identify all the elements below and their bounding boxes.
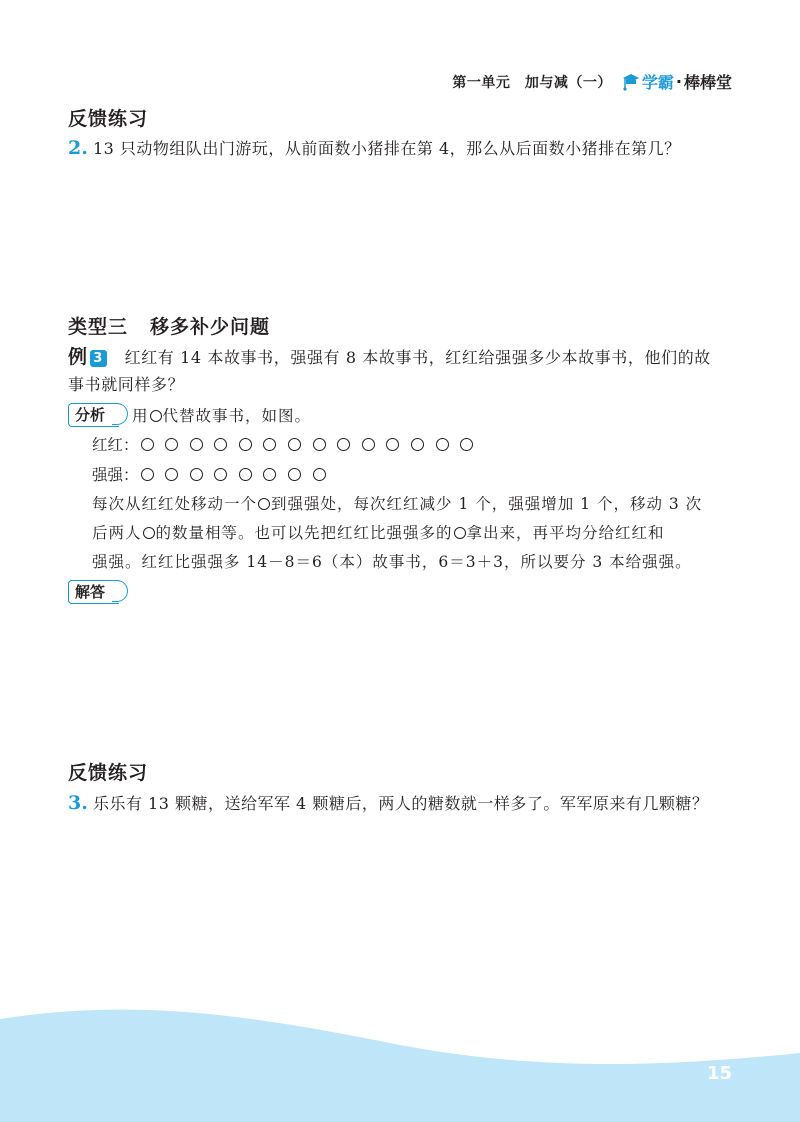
analysis-intro-a: 用 bbox=[132, 407, 149, 425]
book-circle bbox=[141, 438, 154, 451]
question-3 bbox=[68, 791, 708, 814]
book-circle bbox=[141, 468, 154, 481]
book-circle bbox=[436, 438, 449, 451]
type-label: 类型三 bbox=[68, 316, 129, 338]
footer-wave bbox=[0, 997, 800, 1122]
question-number: 3. bbox=[68, 792, 88, 814]
book-circle bbox=[239, 438, 252, 451]
book-circle bbox=[460, 438, 473, 451]
running-header bbox=[452, 70, 732, 93]
book-circle bbox=[362, 438, 375, 451]
honghong-label: 红红： bbox=[92, 436, 139, 454]
question-text: 乐乐有 13 颗糖，送给军军 4 颗糖后，两人的糖数就一样多了。军军原来有几颗糖？ bbox=[92, 794, 709, 813]
book-circle bbox=[411, 438, 424, 451]
type-title: 移多补少问题 bbox=[150, 316, 271, 338]
circle-icon bbox=[258, 498, 270, 510]
book-circle bbox=[239, 468, 252, 481]
analysis-paragraph-2 bbox=[92, 521, 665, 543]
qiangqiang-circles bbox=[141, 468, 326, 481]
feedback-heading-2: 反馈练习 bbox=[68, 762, 149, 784]
example-label: 例 bbox=[68, 346, 88, 368]
honghong-row bbox=[92, 433, 473, 455]
answer-tag: 解答 bbox=[68, 580, 119, 604]
brand-xueba: 学霸 bbox=[641, 73, 674, 92]
page-number: 15 bbox=[706, 1063, 732, 1084]
feedback-heading-1: 反馈练习 bbox=[68, 108, 149, 130]
book-circle bbox=[165, 468, 178, 481]
book-circle bbox=[214, 468, 227, 481]
analysis-paragraph-1 bbox=[92, 492, 702, 514]
graduation-cap-icon bbox=[622, 72, 640, 92]
example-text-1: 红红有 14 本故事书，强强有 8 本故事书，红红给强强多少本故事书，他们的故 bbox=[124, 348, 711, 367]
example-badge: 3 bbox=[90, 350, 107, 367]
circle-icon bbox=[150, 410, 162, 422]
analysis-p1-a: 每次从红红处移动一个 bbox=[92, 495, 258, 513]
analysis-paragraph-3: 强强。红红比强强多 14－8＝6（本）故事书，6＝3＋3，所以要分 3 本给强强。 bbox=[92, 553, 692, 571]
analysis-intro-b: 代替故事书，如图。 bbox=[162, 407, 312, 425]
question-2 bbox=[68, 136, 681, 159]
book-circle bbox=[214, 438, 227, 451]
book-circle bbox=[263, 438, 276, 451]
analysis-p2-b: 的数量相等。也可以先把红红比强强多的 bbox=[155, 524, 453, 542]
book-circle bbox=[313, 468, 326, 481]
question-text: 13 只动物组队出门游玩，从前面数小猪排在第 4，那么从后面数小猪排在第几？ bbox=[92, 139, 681, 158]
book-circle bbox=[190, 468, 203, 481]
circle-icon bbox=[143, 527, 155, 539]
brand-logo bbox=[622, 70, 732, 93]
analysis-p1-b: 到强强处，每次红红减少 1 个，强强增加 1 个，移动 3 次 bbox=[271, 495, 703, 513]
book-circle bbox=[337, 438, 350, 451]
book-circle bbox=[263, 468, 276, 481]
analysis-p2-a: 后两人 bbox=[92, 524, 142, 542]
qiangqiang-row bbox=[92, 463, 326, 485]
analysis-tag: 分析 bbox=[68, 403, 119, 427]
book-circle bbox=[288, 438, 301, 451]
book-circle bbox=[165, 438, 178, 451]
book-circle bbox=[288, 468, 301, 481]
analysis-p2-c: 拿出来，再平均分给红红和 bbox=[466, 524, 665, 542]
book-circle bbox=[190, 438, 203, 451]
qiangqiang-label: 强强： bbox=[92, 466, 139, 484]
circle-icon bbox=[454, 527, 466, 539]
brand-dot: · bbox=[675, 72, 682, 91]
section-heading bbox=[68, 312, 270, 339]
honghong-circles bbox=[141, 438, 474, 451]
brand-name: 棒棒堂 bbox=[683, 73, 732, 92]
analysis-intro bbox=[132, 404, 311, 426]
book-circle bbox=[313, 438, 326, 451]
question-number: 2. bbox=[68, 137, 88, 159]
example-line-2: 事书就同样多？ bbox=[68, 375, 185, 394]
book-circle bbox=[386, 438, 399, 451]
unit-title: 第一单元 加与减（一） bbox=[452, 74, 612, 91]
example-line-1 bbox=[68, 342, 711, 369]
